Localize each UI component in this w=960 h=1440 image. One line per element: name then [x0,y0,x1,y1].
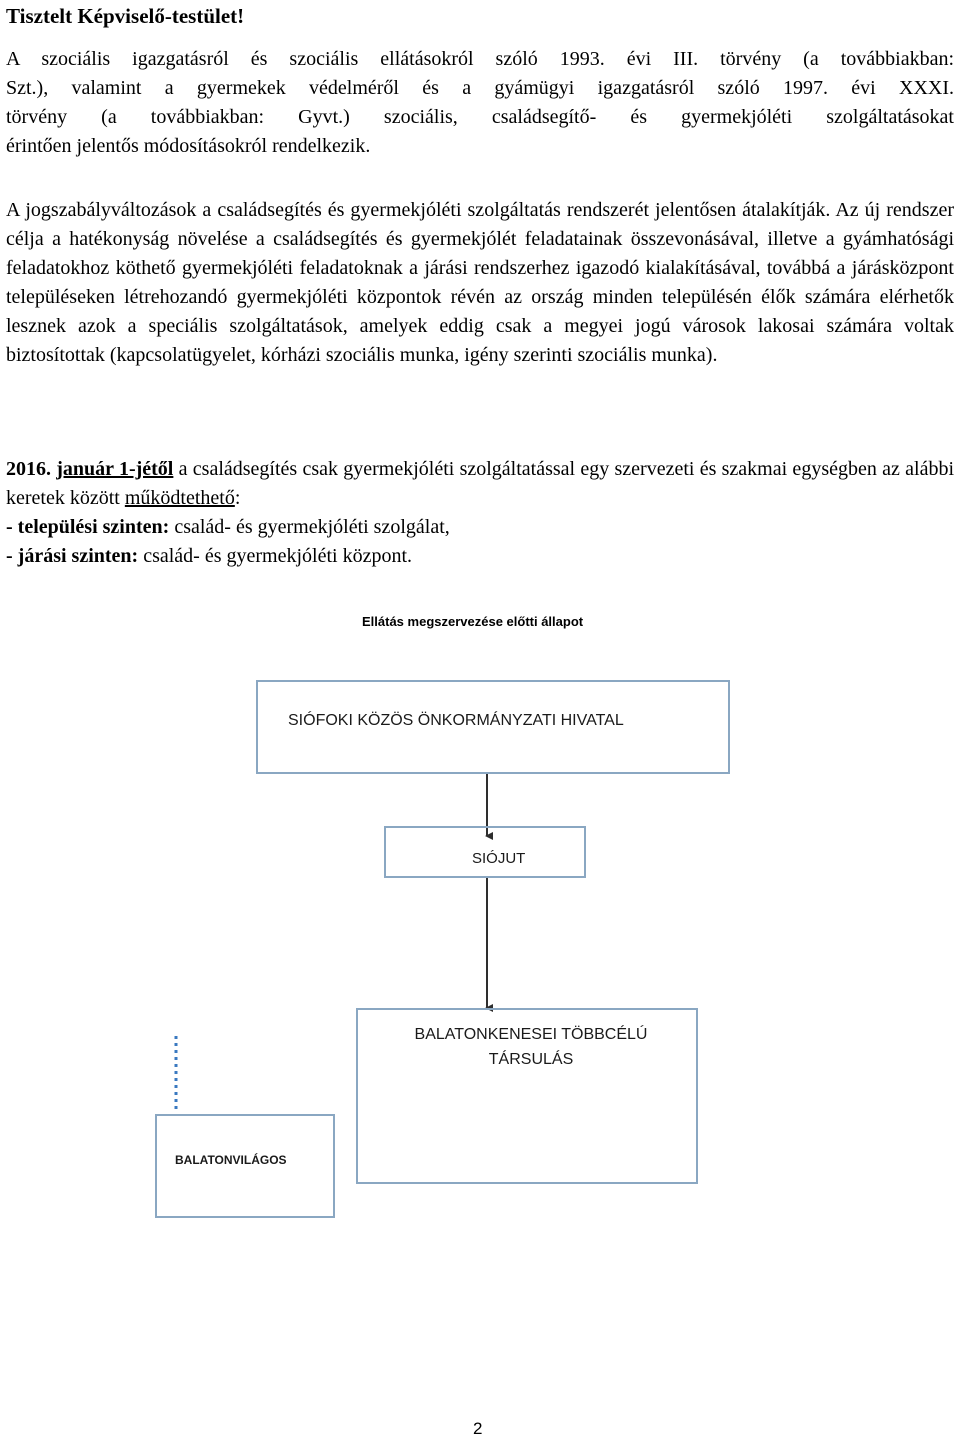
district-level-text: család- és gyermekjóléti központ. [138,545,413,567]
page-number: 2 [473,1419,483,1438]
box-hivatal-label: SIÓFOKI KÖZÖS ÖNKORMÁNYZATI HIVATAL [288,712,624,729]
box-balatonvilagos-label: BALATONVILÁGOS [175,1153,287,1167]
organization-diagram [0,600,960,1220]
box-tarsulas [356,1008,698,1184]
intro-line-3: törvény (a továbbiakban: Gyvt.) szociális, családsegítő- és gyermekjóléti szolgáltatásokat [6,106,954,128]
schedule-year: 2016. [6,458,51,480]
box-siojut-label: SIÓJUT [472,850,526,867]
schedule-text: a családsegítés csak gyermekjóléti szolgáltatással egy szervezeti és szakmai egységben az alábbi keretek között [6,458,955,509]
intro-line-4: érintően jelentős módosításokról rendelkezik. [6,135,371,157]
schedule-paragraph [6,455,954,571]
schedule-operable: működtethető [124,487,235,509]
box-tarsulas-label-1: BALATONKENESEI TÖBBCÉLÚ [414,1026,648,1043]
page-heading: Tisztelt Képviselő-testület! [6,4,245,28]
schedule-colon: : [234,487,241,509]
box-siojut [384,826,586,878]
local-level-text: család- és gyermekjóléti szolgálat, [169,516,450,538]
box-balatonvilagos [155,1114,335,1218]
schedule-date: január 1-jétől [56,458,174,480]
schedule-item-local [6,513,954,542]
schedule-item-district [6,542,954,571]
box-tarsulas-label-2: TÁRSULÁS [488,1051,574,1068]
box-hivatal [256,680,730,774]
local-level-label: - települési szinten: [6,516,170,538]
intro-line-1: A szociális igazgatásról és szociális ellátásokról szóló 1993. évi III. törvény (a továbbiakban: [6,48,954,70]
district-level-label: - járási szinten: [6,545,139,567]
intro-line-2: Szt.), valamint a gyermekek védelméről és a gyámügyi igazgatásról szóló 1997. évi XXXI. [6,77,954,99]
reform-paragraph: A jogszabályváltozások a családsegítés és gyermekjóléti szolgáltatás rendszerét jelentősen átalakítják. Az új rendszer célja a hatékonyság növelése a családsegítés és gyermekjólét feladatainak összevonásával, illetve a gyámhatósági feladatokhoz köthető gyermekjóléti feladatoknak a járási rendszerhez igazodó kialakításával, továbbá a járásközpont településeken létrehozandó gyermekjóléti központok révén az ország minden településén élők számára elérhetők lesznek azok a speciális szolgáltatások, amelyek eddig csak a megyei jogú városok lakosai számára voltak biztosítottak (kapcsolatügyelet, kórházi szociális munka, igény szerinti szociális munka). [6,199,954,366]
diagram-title: Ellátás megszervezése előtti állapot [362,614,584,629]
intro-paragraph [6,45,954,161]
